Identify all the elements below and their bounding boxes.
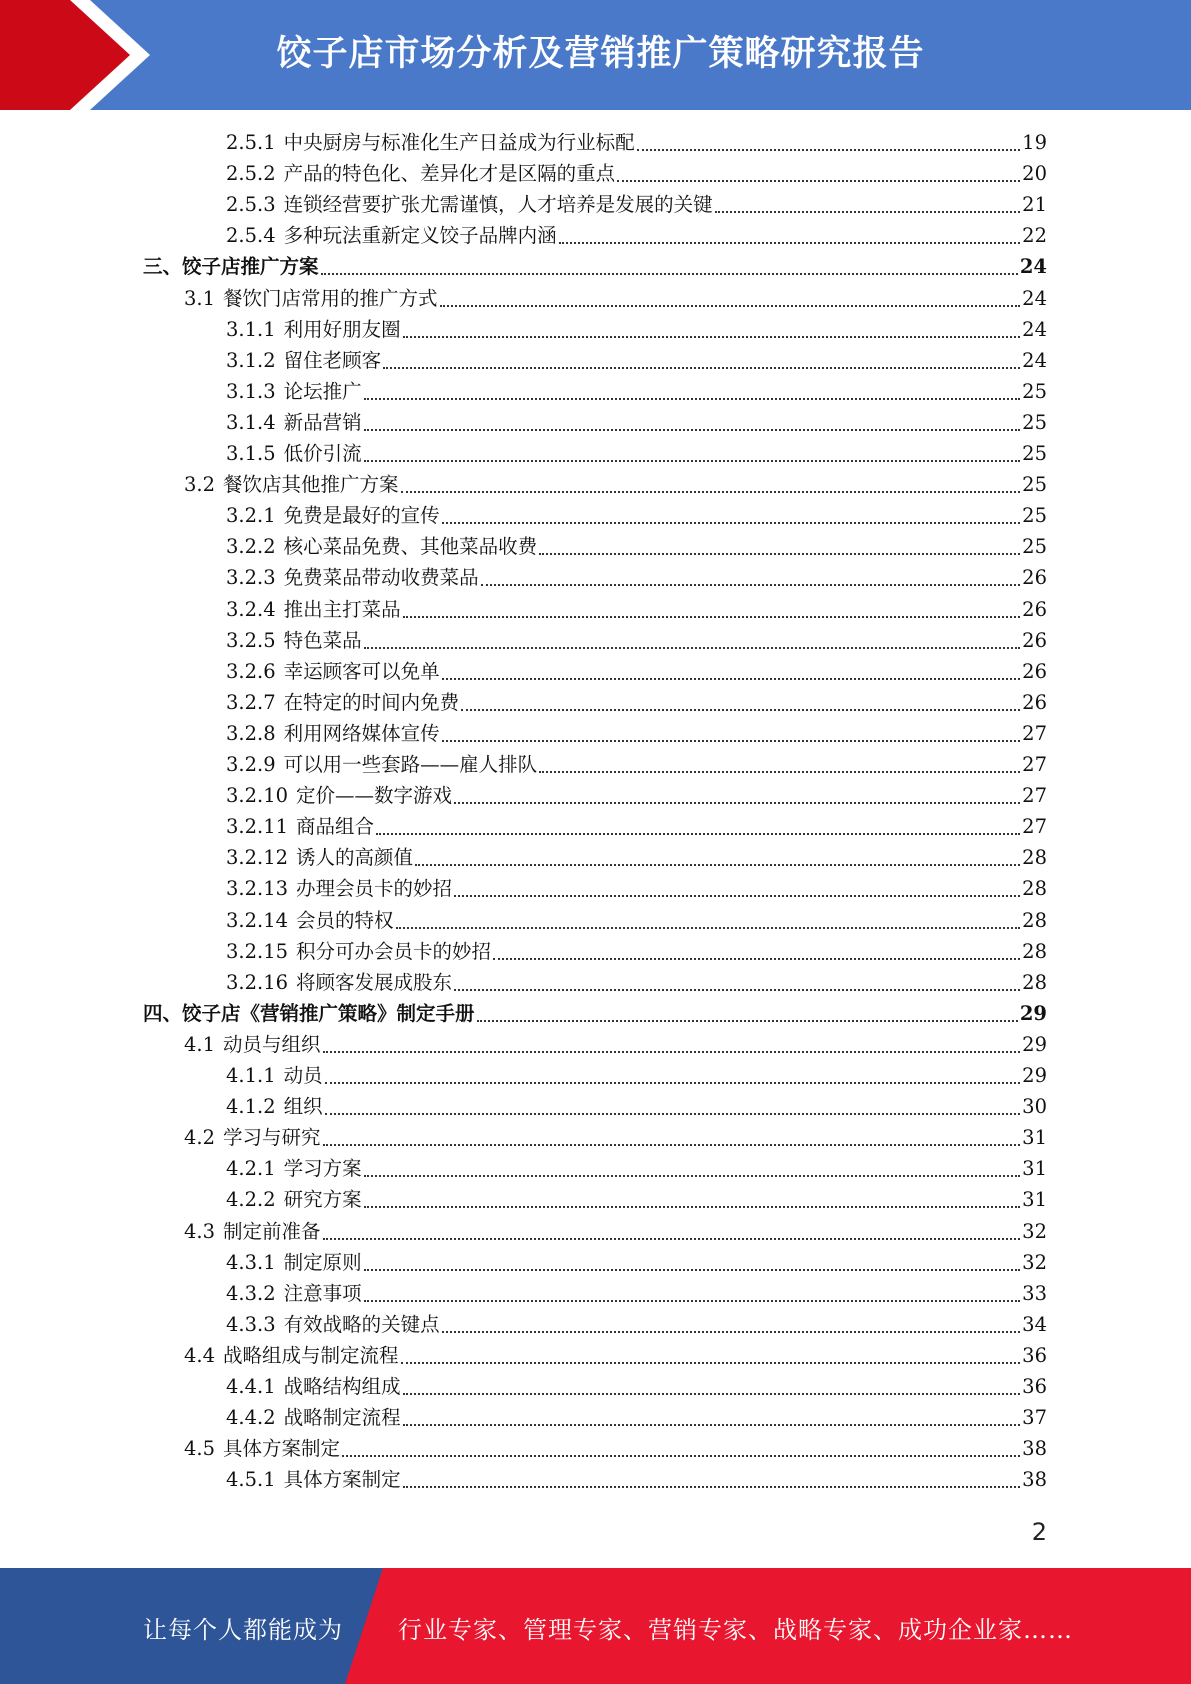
toc-dot-leader [477,1020,1018,1022]
toc-entry-title: 在特定的时间内免费 [283,690,460,714]
toc-entry-page: 26 [1022,690,1047,714]
toc-entry-title: 留住老顾客 [283,348,382,372]
toc-entry-title: 注意事项 [283,1281,362,1305]
toc-dot-leader [401,491,1021,493]
toc-entry-title: 具体方案制定 [223,1437,341,1461]
toc-entry[interactable] [226,968,1047,998]
toc-entry-label [226,377,362,407]
toc-dot-leader [364,460,1021,462]
toc-entry-page: 38 [1022,1468,1047,1492]
toc-entry[interactable] [143,999,1047,1029]
toc-entry-number: 3.1.5 [226,442,276,465]
toc-entry[interactable] [226,532,1047,562]
toc-dot-leader [323,1051,1021,1053]
toc-entry[interactable] [226,159,1047,189]
toc-entry-title: 定价——数字游戏 [296,784,453,808]
toc-entry-title: 制定前准备 [223,1219,321,1243]
toc-entry-page: 33 [1022,1281,1047,1305]
toc-entry-title: 有效战略的关键点 [283,1312,440,1336]
toc-entry[interactable] [226,812,1047,842]
toc-entry-number: 3.2.2 [226,535,276,559]
toc-entry[interactable] [226,1061,1047,1091]
toc-dot-leader [323,1238,1021,1240]
toc-dot-leader [325,1113,1021,1115]
page-header [0,0,1191,110]
toc-dot-leader [403,1424,1021,1426]
toc-entry-label [184,1123,321,1153]
toc-dot-leader [539,771,1020,773]
toc-entry-number: 4.4.1 [226,1375,276,1398]
toc-entry[interactable] [226,1403,1047,1433]
toc-entry-label [226,1372,401,1402]
toc-dot-leader [403,336,1021,338]
toc-entry-title: 低价引流 [283,442,362,465]
toc-entry-page: 22 [1022,224,1047,248]
toc-dot-leader [637,149,1021,151]
toc-dot-leader [321,273,1018,275]
toc-dot-leader [559,242,1021,244]
toc-entry-number: 3.2.14 [226,908,289,932]
toc-dot-leader [442,740,1021,742]
toc-dot-leader [617,180,1020,182]
toc-entry-page: 25 [1022,535,1047,559]
toc-entry[interactable] [226,346,1047,376]
toc-entry[interactable] [184,1434,1047,1464]
toc-entry-label [143,999,475,1029]
toc-entry-label [226,937,491,967]
toc-entry-page: 29 [1019,1001,1047,1025]
toc-dot-leader [454,895,1020,897]
toc-entry-label [226,812,374,842]
toc-entry-number: 3.2 [184,473,216,497]
toc-entry[interactable] [226,501,1047,531]
toc-entry[interactable] [184,284,1047,314]
toc-entry[interactable] [226,781,1047,811]
toc-entry-page: 32 [1022,1219,1047,1243]
toc-entry-page: 25 [1022,379,1047,403]
toc-entry-page: 28 [1022,846,1047,870]
toc-entry-page: 32 [1022,1250,1047,1274]
toc-entry-label [226,595,401,625]
toc-entry-page: 36 [1022,1343,1047,1367]
toc-entry-number: 3.2.4 [226,597,276,621]
toc-entry-title: 四、饺子店《营销推广策略》制定手册 [143,1001,475,1025]
toc-entry-label [226,1154,362,1184]
toc-entry-page: 25 [1022,410,1047,434]
toc-entry-title: 利用好朋友圈 [283,317,401,341]
toc-entry-number: 4.3.2 [226,1281,276,1305]
toc-entry-number: 3.2.6 [226,659,276,683]
toc-entry[interactable] [226,563,1047,593]
toc-entry-label [226,843,413,873]
toc-entry[interactable] [226,688,1047,718]
toc-entry-number: 3.2.8 [226,721,276,745]
toc-entry-title: 办理会员卡的妙招 [296,877,453,901]
toc-entry-title: 学习与研究 [223,1126,321,1150]
toc-dot-leader [325,1082,1021,1084]
toc-entry-number: 4.5 [184,1437,216,1461]
toc-entry-page: 26 [1022,628,1047,652]
toc-entry-label [226,532,537,562]
toc-entry-label [226,688,459,718]
toc-entry-label [143,252,319,282]
toc-entry-label [226,190,713,220]
toc-dot-leader [454,989,1020,991]
toc-entry[interactable] [226,626,1047,656]
toc-entry[interactable] [226,937,1047,967]
toc-entry-page: 29 [1022,1064,1047,1087]
toc-entry-label [226,1403,401,1433]
toc-entry-label [226,408,362,438]
toc-entry[interactable] [184,1123,1047,1153]
toc-entry[interactable] [184,1217,1047,1247]
toc-entry-number: 3.1.3 [226,379,276,403]
toc-dot-leader [454,802,1020,804]
toc-entry-page: 34 [1022,1312,1047,1336]
toc-dot-leader [403,616,1021,618]
toc-entry-page: 37 [1022,1406,1047,1430]
toc-dot-leader [364,1206,1021,1208]
toc-entry-page: 28 [1022,970,1047,994]
toc-dot-leader [493,958,1020,960]
toc-entry[interactable] [226,874,1047,904]
toc-entry-label [226,1279,362,1309]
toc-entry[interactable] [143,252,1047,282]
toc-entry-title: 商品组合 [296,815,375,839]
toc-entry-title: 诱人的高颜值 [296,846,414,870]
toc-entry-label [226,906,394,936]
toc-entry-title: 战略制定流程 [283,1406,401,1430]
report-title: 饺子店市场分析及营销推广策略研究报告 [276,34,925,74]
toc-entry-title: 多种玩法重新定义饺子品牌内涵 [283,224,557,248]
toc-entry-title: 积分可办会员卡的妙招 [296,939,492,963]
toc-dot-leader [715,211,1021,213]
toc-entry-title: 三、饺子店推广方案 [143,255,319,279]
toc-entry-number: 4.2.2 [226,1188,276,1212]
toc-entry-number: 4.4.2 [226,1406,276,1430]
toc-entry-label [226,346,381,376]
toc-entry-title: 幸运顾客可以免单 [283,659,440,683]
toc-entry-page: 38 [1022,1437,1047,1461]
toc-dot-leader [364,647,1021,649]
toc-entry-label [184,1030,321,1060]
toc-dot-leader [364,1269,1021,1271]
toc-entry-title: 中央厨房与标准化生产日益成为行业标配 [283,131,635,154]
toc-entry-label [226,657,440,687]
toc-entry[interactable] [184,1030,1047,1060]
toc-entry-page: 19 [1022,131,1047,154]
toc-entry-number: 3.2.1 [226,504,276,528]
toc-dot-leader [442,522,1021,524]
toc-entry-title: 组织 [283,1095,323,1119]
toc-entry[interactable] [226,1185,1047,1215]
toc-entry-number: 3.2.12 [226,846,289,870]
toc-entry-number: 2.5.3 [226,193,276,217]
toc-entry-title: 特色菜品 [283,628,362,652]
toc-entry-label [226,874,452,904]
toc-entry-label [226,315,401,345]
toc-entry-number: 3.2.10 [226,784,289,808]
page-footer [0,1568,1191,1684]
toc-entry-label [226,1092,323,1122]
toc-entry-page: 24 [1022,317,1047,341]
toc-entry[interactable] [226,1154,1047,1184]
toc-entry[interactable] [226,1372,1047,1402]
toc-entry-number: 3.1.1 [226,317,276,341]
toc-entry-page: 21 [1022,193,1047,217]
toc-entry-number: 3.1 [184,286,216,310]
toc-entry-number: 3.2.11 [226,815,289,839]
toc-entry[interactable] [226,221,1047,251]
toc-entry-page: 25 [1022,504,1047,528]
toc-entry-page: 24 [1022,348,1047,372]
toc-entry-number: 4.1.2 [226,1095,276,1119]
toc-entry-title: 研究方案 [283,1188,362,1212]
toc-entry[interactable] [226,719,1047,749]
toc-entry-number: 4.3.3 [226,1312,276,1336]
toc-entry-page: 25 [1022,473,1047,497]
toc-entry-number: 4.5.1 [226,1468,276,1492]
toc-entry-number: 3.1.4 [226,410,276,434]
toc-entry-page: 28 [1022,877,1047,901]
toc-entry-page: 25 [1022,442,1047,465]
toc-entry-label [226,626,362,656]
toc-entry-number: 3.2.7 [226,690,276,714]
toc-entry-title: 会员的特权 [296,908,394,932]
toc-entry-number: 3.2.16 [226,970,289,994]
toc-dot-leader [342,1455,1020,1457]
toc-entry-page: 28 [1022,939,1047,963]
toc-dot-leader [442,678,1021,680]
toc-entry-title: 核心菜品免费、其他菜品收费 [283,535,538,559]
toc-dot-leader [403,1393,1021,1395]
toc-entry-label [226,1465,401,1495]
toc-dot-leader [364,1300,1021,1302]
toc-entry-number: 3.2.13 [226,877,289,901]
toc-entry-number: 3.2.5 [226,628,276,652]
toc-entry-page: 24 [1022,286,1047,310]
toc-entry-title: 连锁经营要扩张尤需谨慎，人才培养是发展的关键 [283,193,713,217]
toc-entry[interactable] [226,1465,1047,1495]
toc-entry-page: 27 [1022,784,1047,808]
toc-entry-label [184,470,399,500]
toc-entry-page: 28 [1022,908,1047,932]
toc-entry-title: 可以用一些套路——雇人排队 [283,753,538,776]
toc-dot-leader [364,429,1021,431]
toc-entry-page: 27 [1022,815,1047,839]
toc-entry-label [226,159,615,189]
toc-entry[interactable] [226,906,1047,936]
toc-entry[interactable] [226,315,1047,345]
toc-entry-page: 27 [1022,721,1047,745]
toc-entry-page: 30 [1022,1095,1047,1119]
toc-dot-leader [323,1144,1021,1146]
toc-entry-title: 动员与组织 [223,1032,321,1056]
toc-dot-leader [442,1331,1021,1333]
toc-entry-title: 餐饮店其他推广方案 [223,473,399,497]
toc-entry-label [226,439,362,469]
toc-dot-leader [481,584,1021,586]
toc-entry-label [184,1341,399,1371]
toc-entry-page: 26 [1022,566,1047,590]
toc-entry-label [226,968,452,998]
toc-entry-label [226,1248,362,1278]
toc-entry-page: 26 [1022,659,1047,683]
toc-entry[interactable] [226,1279,1047,1309]
toc-entry-title: 新品营销 [283,410,362,434]
toc-entry-title: 餐饮门店常用的推广方式 [223,286,438,310]
toc-entry-label [184,1434,340,1464]
toc-entry[interactable] [226,1092,1047,1122]
toc-entry-label [226,781,452,811]
toc-entry-page: 31 [1022,1157,1047,1181]
toc-entry-number: 4.4 [184,1343,216,1367]
toc-entry-title: 免费菜品带动收费菜品 [283,566,479,590]
page-number: 2 [1031,1518,1047,1546]
toc-entry-label [226,501,440,531]
toc-entry-label [226,128,635,158]
toc-entry-label [226,1310,440,1340]
toc-dot-leader [461,709,1020,711]
toc-entry-page: 29 [1022,1032,1047,1056]
toc-entry-page: 31 [1022,1126,1047,1150]
toc-entry-number: 3.2.15 [226,939,289,963]
toc-dot-leader [396,927,1021,929]
toc-entry[interactable] [226,595,1047,625]
toc-entry[interactable] [226,190,1047,220]
toc-entry-label [184,284,438,314]
toc-dot-leader [364,398,1021,400]
toc-entry[interactable] [226,408,1047,438]
toc-entry-number: 2.5.4 [226,224,276,248]
toc-dot-leader [401,1362,1021,1364]
toc-entry[interactable] [226,750,1047,780]
toc-entry-number: 3.2.3 [226,566,276,590]
toc-dot-leader [364,1175,1021,1177]
toc-entry-title: 利用网络媒体宣传 [283,721,440,745]
toc-entry-number: 2.5.1 [226,131,276,154]
toc-dot-leader [376,833,1020,835]
toc-entry[interactable] [226,843,1047,873]
toc-entry-number: 4.2 [184,1126,216,1150]
toc-dot-leader [383,367,1020,369]
toc-entry-number: 4.3.1 [226,1250,276,1274]
toc-entry-label [226,719,440,749]
toc-dot-leader [403,1486,1021,1488]
toc-entry-title: 战略组成与制定流程 [223,1343,399,1367]
toc-entry-page: 31 [1022,1188,1047,1212]
toc-entry-page: 20 [1022,162,1047,186]
toc-dot-leader [539,553,1020,555]
toc-entry-title: 学习方案 [283,1157,362,1181]
toc-dot-leader [415,864,1020,866]
toc-entry[interactable] [226,1310,1047,1340]
toc-entry[interactable] [226,439,1047,469]
toc-entry-title: 将顾客发展成股东 [296,970,453,994]
toc-entry-page: 36 [1022,1375,1047,1398]
toc-entry-title: 战略结构组成 [283,1375,401,1398]
toc-entry-number: 4.1 [184,1032,216,1056]
toc-entry-label [226,1061,323,1091]
toc-entry-page: 27 [1022,753,1047,776]
toc-entry-title: 推出主打菜品 [283,597,401,621]
toc-entry-number: 4.3 [184,1219,216,1243]
toc-entry-label [184,1217,321,1247]
toc-entry-number: 3.1.2 [226,348,276,372]
toc-entry-number: 4.2.1 [226,1157,276,1181]
toc-entry-number: 3.2.9 [226,753,276,776]
toc-entry-number: 4.1.1 [226,1064,276,1087]
toc-entry-title: 论坛推广 [283,379,362,403]
toc-entry-label [226,563,479,593]
toc-entry[interactable] [184,470,1047,500]
toc-entry-title: 动员 [283,1064,323,1087]
toc-entry-label [226,1185,362,1215]
toc-entry[interactable] [226,657,1047,687]
toc-entry[interactable] [226,1248,1047,1278]
toc-entry[interactable] [226,377,1047,407]
toc-entry-label [226,221,557,251]
toc-entry-title: 免费是最好的宣传 [283,504,440,528]
footer-slogan-left: 让每个人都能成为 [143,1616,343,1644]
toc-entry-number: 2.5.2 [226,162,276,186]
toc-entry-label [226,750,537,780]
toc-entry-page: 26 [1022,597,1047,621]
toc-entry-page: 24 [1019,255,1047,279]
toc-entry-title: 产品的特色化、差异化才是区隔的重点 [283,162,616,186]
toc-entry-title: 制定原则 [283,1250,362,1274]
footer-slogan-right: 行业专家、管理专家、营销专家、战略专家、成功企业家…… [398,1616,1073,1644]
toc-dot-leader [440,305,1021,307]
toc-entry-title: 具体方案制定 [283,1468,401,1492]
toc-entry[interactable] [226,128,1047,158]
toc-entry[interactable] [184,1341,1047,1371]
